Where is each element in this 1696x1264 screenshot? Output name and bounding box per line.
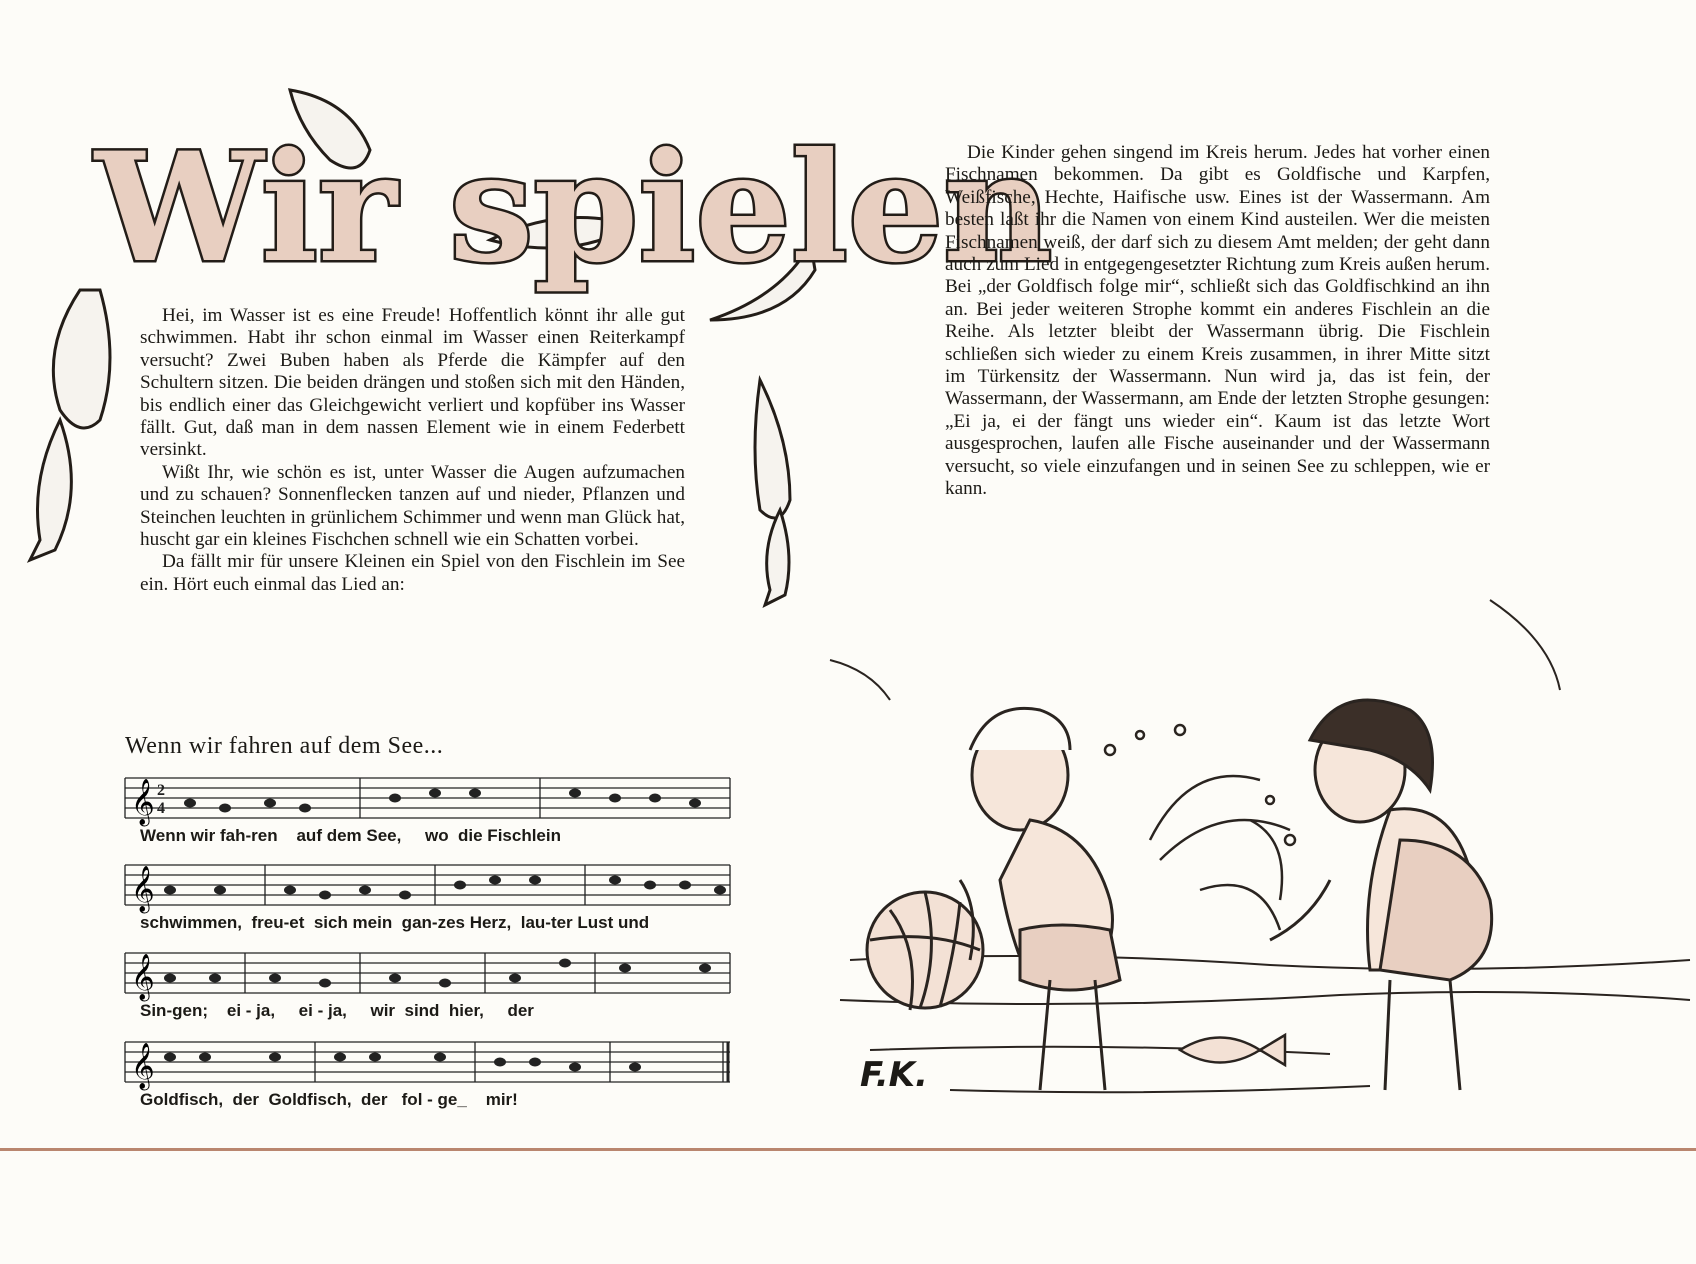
notes: [164, 876, 726, 900]
song-title: Wenn wir fahren auf dem See...: [125, 733, 444, 759]
time-signature: 4: [157, 800, 165, 817]
treble-clef-icon: 𝄞: [131, 1043, 155, 1088]
paragraph: Da fällt mir für unsere Kleinen ein Spiel von den Fischlein im See ein. Hört euch einmal das Lied an:: [140, 551, 685, 595]
children-illustration: [830, 640, 1696, 1140]
bottom-rule: [0, 1148, 1696, 1151]
left-column: [140, 305, 685, 596]
right-column: [945, 142, 1490, 501]
song-lyric-line: Goldfisch, der Goldfisch, der fol - ge_ mir!: [140, 1090, 518, 1109]
beach-ball-icon: [867, 892, 983, 1010]
fish-icon: [1180, 1035, 1285, 1065]
water-lines: [830, 600, 1690, 1092]
music-staff: [125, 948, 730, 998]
page-title: Wir spielen: [95, 120, 1053, 296]
song-lyric-line: Sin-gen; ei - ja, ei - ja, wir sind hier, der: [140, 1001, 534, 1020]
song-lyric-line: Wenn wir fah-ren auf dem See, wo die Fischlein: [140, 826, 561, 845]
boy-figure: [960, 708, 1120, 1090]
girl-figure: [1270, 700, 1492, 1090]
music-staff: [125, 860, 730, 910]
time-signature: 2: [157, 782, 165, 799]
paragraph: Wißt Ihr, wie schön es ist, unter Wasser die Augen aufzumachen und zu schauen? Sonnenflecken tanzen auf und nieder, Pflanzen und Steinchen leuchten in grünlichem Schimmer und wenn man Glück hat, huscht gar ein kleines Fischchen schnell wie ein Schatten vorbei.: [140, 461, 685, 551]
splash-lines: [1105, 725, 1295, 930]
paragraph: Hei, im Wasser ist es eine Freude! Hoffentlich könnt ihr alle gut schwimmen. Habt ihr schon einmal im Wasser einen Reiterkampf versucht? Zwei Buben haben als Pferde die Kämpfer auf den Schultern sitzen. Die beiden drängen und stoßen sich mit den Händen, bis endlich einer das Gleichgewicht verliert und kopfüber ins Wasser fällt. Gut, daß man in dem nassen Element wie in einem Federbett versinkt.: [140, 305, 685, 461]
treble-clef-icon: 𝄞: [131, 779, 155, 824]
song-lyric-line: schwimmen, freu-et sich mein gan-zes Herz, lau-ter Lust und: [140, 913, 650, 932]
paragraph: Die Kinder gehen singend im Kreis herum. Jedes hat vorher einen Fischnamen bekommen. Da gibt es Goldfische und Karpfen, Weißfische, Hechte, Haifische usw. Eines ist der Wassermann. Am besten laßt ihr die Namen von einem Kind austeilen. Wer die meisten Fischnamen weiß, der darf sich zu diesem Amt melden; der geht dann auch zum Lied in entgegengesetzter Richtung zum Kreis außen herum. Bei „der Goldfisch folge mir“, schließt sich das Goldfischkind an ihn an. Bei jeder weiteren Strophe kommt ein anderes Fischlein an die Reihe. Als letzter bleibt der Wassermann übrig. Die Fischlein schließen sich wieder zu einem Kreis zusammen, in ihrer Mitte sitzt im Türkensitz der Wassermann. Nun wird ja, das ist fein, der Wassermann, der Wassermann, am Ende der letzten Strophe gesungen: „Ei ja, ei der fängt uns wieder ein“. Kaum ist das letzte Wort ausgesprochen, laufen alle Fische auseinander und der Wassermann versucht, so viele einzufangen und in seinen See zu schleppen, wie er kann.: [945, 142, 1490, 500]
music-staff: [125, 1037, 730, 1087]
treble-clef-icon: 𝄞: [131, 866, 155, 911]
treble-clef-icon: 𝄞: [131, 954, 155, 999]
music-staff: [125, 773, 730, 823]
notes: [184, 789, 701, 813]
illustrator-signature: F.K.: [860, 1055, 928, 1095]
